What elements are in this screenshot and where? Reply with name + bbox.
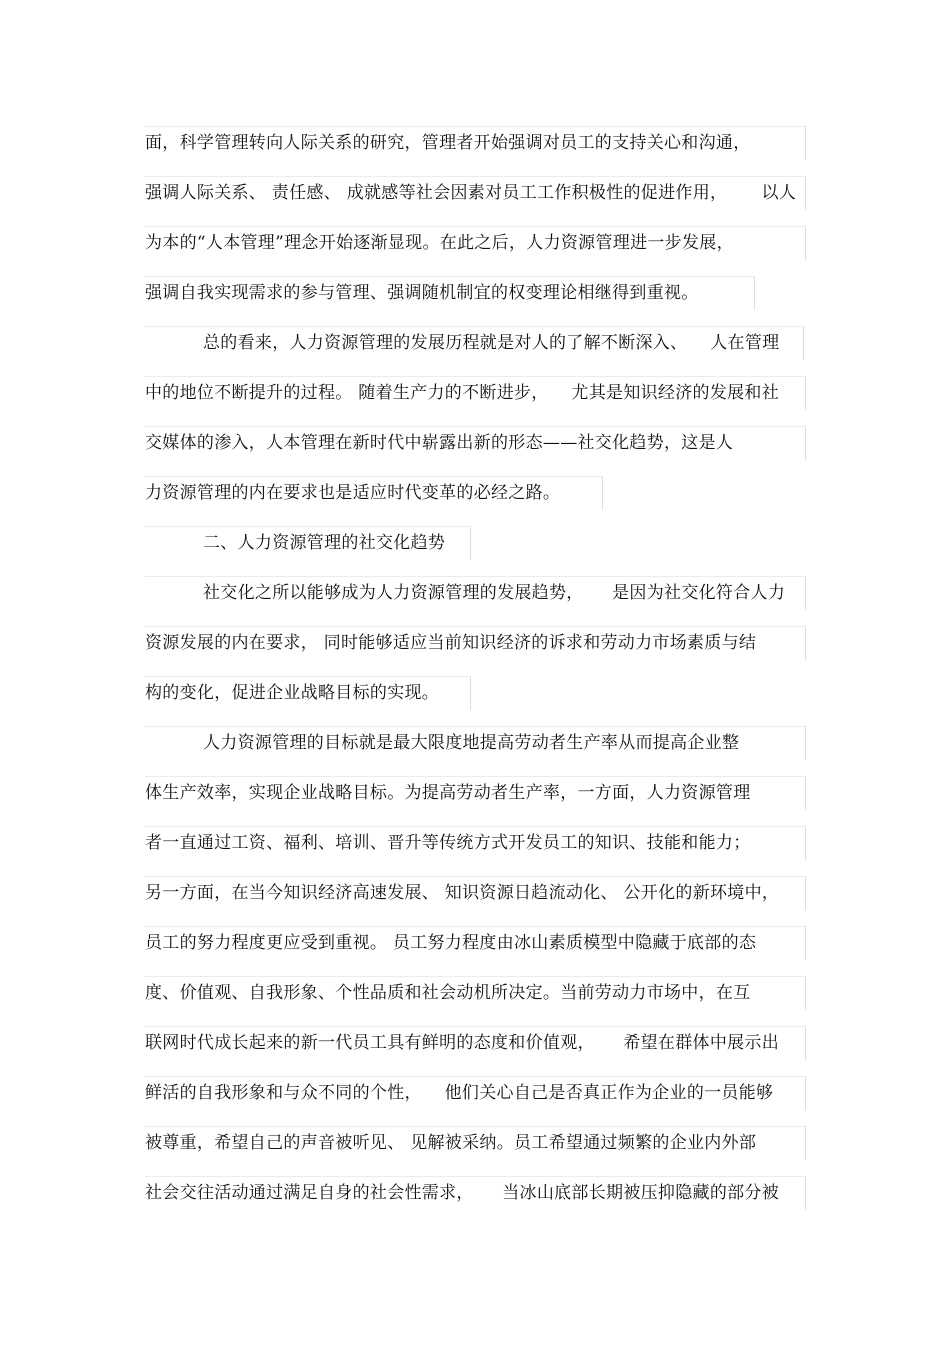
text-line: 联网时代成长起来的新一代员工具有鲜明的态度和价值观， 希望在群体中展示出 [145, 1033, 780, 1053]
text-line: 力资源管理的内在要求也是适应时代变革的必经之路。 [145, 483, 561, 503]
paragraph-start-line: 社交化之所以能够成为人力资源管理的发展趋势， 是因为社交化符合人力 [203, 583, 786, 603]
text-line: 鲜活的自我形象和与众不同的个性， 他们关心自己是否真正作为企业的一员能够 [145, 1083, 774, 1103]
paragraph-start-line: 人力资源管理的目标就是最大限度地提高劳动者生产率从而提高企业整 [203, 733, 740, 753]
text-line: 交媒体的渗入，人本管理在新时代中崭露出新的形态——社交化趋势，这是人 [145, 433, 734, 453]
text-line: 为本的“人本管理”理念开始逐渐显现。在此之后，人力资源管理进一步发展， [145, 233, 734, 253]
text-line: 社会交往活动通过满足自身的社会性需求， 当冰山底部长期被压抑隐藏的部分被 [145, 1183, 780, 1203]
text-line: 强调自我实现需求的参与管理、强调随机制宜的权变理论相继得到重视。 [145, 283, 699, 303]
text-line: 中的地位不断提升的过程。 随着生产力的不断进步， 尤其是知识经济的发展和社 [145, 383, 780, 403]
paragraph-start-line: 总的看来，人力资源管理的发展历程就是对人的了解不断深入、 人在管理 [203, 333, 780, 353]
text-line: 度、价值观、自我形象、个性品质和社会动机所决定。当前劳动力市场中，在互 [145, 983, 751, 1003]
text-line: 员工的努力程度更应受到重视。 员工努力程度由冰山素质模型中隐藏于底部的态 [145, 933, 757, 953]
text-line: 体生产效率，实现企业战略目标。为提高劳动者生产率，一方面，人力资源管理 [145, 783, 751, 803]
text-line: 被尊重，希望自己的声音被听见、 见解被采纳。员工希望通过频繁的企业内外部 [145, 1133, 757, 1153]
text-line: 强调人际关系、 责任感、 成就感等社会因素对员工工作积极性的促进作用， 以人 [145, 183, 797, 203]
text-line: 者一直通过工资、福利、培训、晋升等传统方式开发员工的知识、技能和能力； [145, 833, 751, 853]
text-line: 面，科学管理转向人际关系的研究，管理者开始强调对员工的支持关心和沟通， [145, 133, 751, 153]
text-line: 资源发展的内在要求， 同时能够适应当前知识经济的诉求和劳动力市场素质与结 [145, 633, 757, 653]
text-line: 另一方面，在当今知识经济高速发展、 知识资源日趋流动化、 公开化的新环境中， [145, 883, 780, 903]
text-line: 构的变化，促进企业战略目标的实现。 [145, 683, 440, 703]
section-heading: 二、人力资源管理的社交化趋势 [203, 533, 446, 553]
